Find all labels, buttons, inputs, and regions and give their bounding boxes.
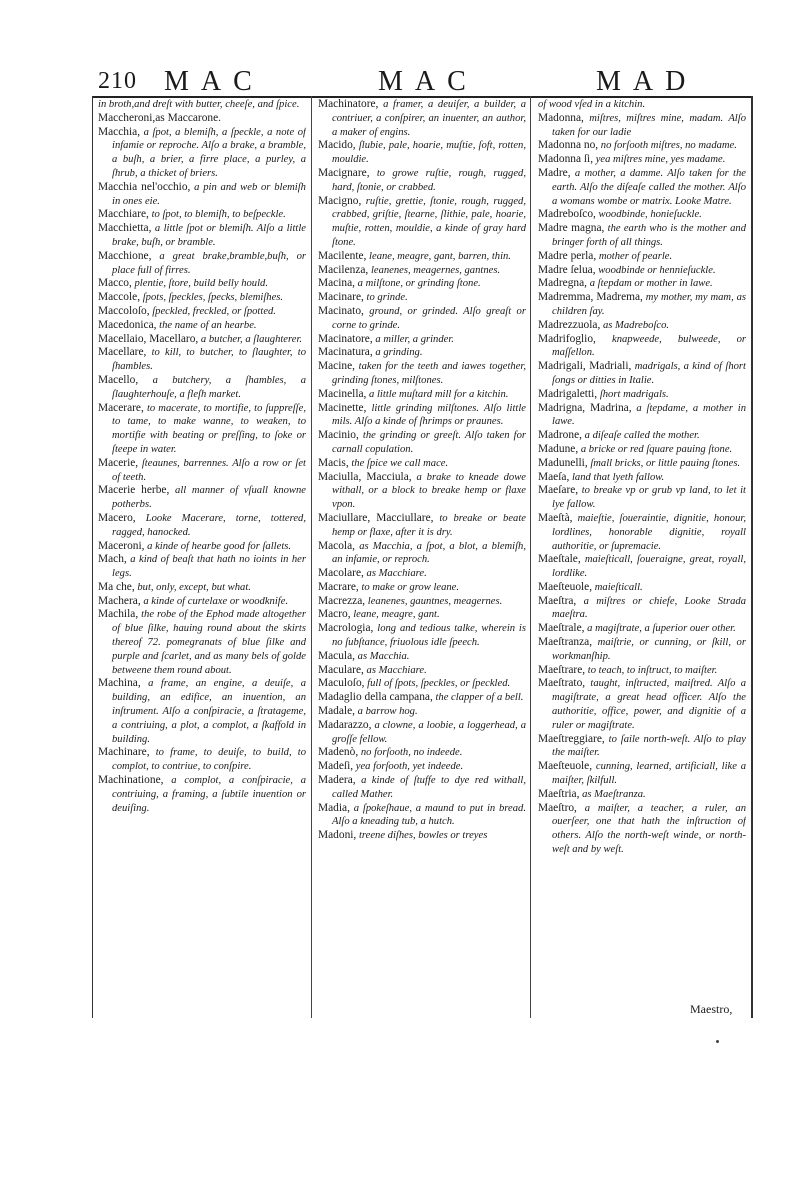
entry-definition: a great brake,bramble,buſh, or place full of firres. [112, 250, 306, 276]
entry-headword: Macedonica, [98, 318, 157, 331]
entry-headword: Machinatore, [318, 98, 379, 110]
dictionary-entry [318, 346, 526, 360]
entry-definition: as Madreboſco. [602, 319, 670, 331]
entry-definition: as Macchia, a ſpot, a blot, a blemiſh, an infamie, or reproch. [332, 540, 526, 566]
dictionary-entry [98, 305, 306, 319]
entry-headword: Madune, [538, 442, 579, 455]
entry-definition: to make or grow leane. [361, 581, 460, 593]
dictionary-entry [318, 388, 526, 402]
entry-headword: Machila, [98, 608, 139, 621]
entry-headword: Madre, [538, 166, 571, 179]
dictionary-entry [538, 250, 746, 264]
dictionary-entry [318, 595, 526, 609]
entry-definition: a butchery, a ſhambles, a ſlaughterhouſe, a fleſh market. [112, 374, 306, 400]
entry-definition: leanenes, gauntnes, meagernes. [367, 595, 503, 607]
entry-headword: Macola, [318, 539, 356, 552]
entry-definition: ground, or grinded. Alſo greaſt or corne to grinde. [332, 305, 526, 331]
entry-headword: Maeſtrale, [538, 622, 585, 635]
entry-headword: Maeſare, [538, 484, 579, 497]
entry-headword: Madarazzo, [318, 718, 372, 731]
entry-headword: Maceroni, [98, 539, 145, 552]
entry-definition: little grinding milſtones. Alſo little mils. Alſo a kinde of ſhrimps or praunes. [332, 402, 526, 428]
dictionary-entry [318, 650, 526, 664]
dictionary-entry [318, 691, 526, 705]
dictionary-entry [318, 677, 526, 691]
entry-headword: Maeſa, [538, 470, 570, 483]
column-1-head: MAC [164, 66, 264, 97]
entry-headword: Macula, [318, 649, 356, 662]
entry-definition: a bricke or red ſquare pauing ſtone. [580, 443, 733, 455]
dictionary-entry [98, 374, 306, 402]
column-3-head: MAD [596, 66, 698, 97]
entry-headword: Macerie, [98, 456, 139, 469]
dictionary-entry [98, 277, 306, 291]
entry-definition: to kill, to butcher, to ſlaughter, to ſhambles. [112, 347, 306, 373]
entry-definition: a kind of beaſt that hath no ioints in her legs. [112, 554, 306, 580]
entry-headword: Macigno, [318, 194, 362, 207]
dictionary-entry [318, 277, 526, 291]
entry-definition: the ſpice we call mace. [351, 457, 449, 469]
dictionary-entry [538, 360, 746, 388]
dictionary-entry [538, 457, 746, 471]
dictionary-entry [98, 457, 306, 485]
entry-headword: Maeſtreggiare, [538, 732, 605, 745]
entry-definition: as Macchiare. [366, 664, 427, 676]
entry-definition: a framer, a deuiſer, a builder, a contriuer, a conſpirer, an inuenter, an author, a maker of engins. [332, 99, 526, 138]
dictionary-entry [318, 264, 526, 278]
dictionary-entry [318, 567, 526, 581]
dictionary-entry [318, 774, 526, 802]
entry-definition: to growe ruſtie, rough, rugged, hard, ſtonie, or crabbed. [332, 167, 526, 193]
entry-definition: as Macchia. [357, 650, 410, 662]
entry-headword: Madreboſco, [538, 208, 596, 221]
entry-headword: Macrologia, [318, 622, 374, 635]
dictionary-entry [538, 112, 746, 140]
entry-headword: Maeſtranza, [538, 636, 593, 649]
dictionary-entry [538, 319, 746, 333]
entry-definition: woodbinde or hennieſuckle. [598, 264, 716, 276]
dictionary-entry [538, 153, 746, 167]
entry-headword: Machina, [98, 677, 141, 690]
entry-headword: Macinatura, [318, 346, 373, 359]
entry-definition: a ſpot, a blemiſh, a ſpeckle, a note of infamie or reproche. Alſo a brake, a bramble, a buſh, a brier, a firre place, a purley, a ſhrub, a thicket of briers. [112, 126, 306, 179]
entry-headword: Maccheroni,as Maccarone. [98, 111, 222, 124]
dictionary-entry [538, 512, 746, 553]
entry-definition: a magiſtrate, a ſuperior ouer other. [587, 623, 736, 635]
entry-headword: Maeſtale, [538, 553, 581, 566]
entry-definition: maieſticall, ſoueraigne, great, royall, lordlike. [552, 554, 746, 580]
entry-definition: a little muſtard mill for a kitchin. [369, 388, 509, 400]
catchword: Maestro, [690, 1002, 733, 1016]
entry-headword: Macello, [98, 373, 139, 386]
entry-definition: ruſtie, grettie, ſtonie, rough, rugged, crabbed, griſtie, ſtearne, ſlithie, pale, hoarie, muſtie, rotten, mouldie, a kinde of gray hard ſtone. [332, 195, 526, 248]
entry-definition: but, only, except, but what. [137, 581, 251, 593]
entry-definition: a pin and web or blemiſh in ones eie. [112, 181, 306, 207]
dictionary-entry [98, 222, 306, 250]
entry-headword: Maculoſo, [318, 677, 365, 690]
dictionary-entry [98, 319, 306, 333]
entry-definition: treene diſhes, bowles or treyes [358, 830, 488, 842]
entry-definition: ſhort madrigals. [599, 388, 669, 400]
dictionary-entry [318, 167, 526, 195]
entry-headword: Madaglio della campana, [318, 691, 433, 704]
dictionary-entry [318, 760, 526, 774]
entry-headword: Madoni, [318, 829, 357, 842]
entry-headword: Maeſtra, [538, 594, 577, 607]
entry-definition: to grinde. [366, 292, 408, 304]
entry-headword: Machinare, [98, 746, 150, 759]
dictionary-entry [318, 305, 526, 333]
entry-definition: mother of pearle. [598, 250, 673, 262]
entry-headword: Macco, [98, 277, 132, 290]
column-divider [530, 96, 531, 1018]
dictionary-entry [98, 402, 306, 457]
dictionary-entry [538, 208, 746, 222]
entry-definition: a frame, an engine, a deuiſe, a building, an edifice, an inuention, an inſtrument. Alſo a conſpiracie, a ſtratageme, a contriuing, a plot, a complot, a ſkaffold in building. [112, 678, 306, 745]
column-3 [538, 98, 746, 1016]
entry-definition: miſtres, miſtres mine, madam. Alſo taken for our ladie [552, 112, 746, 138]
entry-definition: to ſaile north-weſt. Alſo to play the maiſter. [552, 733, 746, 759]
dictionary-entry [538, 802, 746, 857]
dictionary-entry [318, 608, 526, 622]
entry-definition: the clapper of a bell. [435, 692, 524, 704]
dictionary-entry [98, 746, 306, 774]
dictionary-entry [538, 733, 746, 761]
entry-headword: Madrigali, Madriali, [538, 360, 632, 373]
entry-definition: the earth who is the mother and bringer forth of all things. [552, 223, 746, 248]
page-number: 210 [98, 68, 137, 94]
entry-headword: Madrigaletti, [538, 387, 598, 400]
entry-headword: Madre magna, [538, 222, 605, 235]
entry-headword: Machinatione, [98, 774, 164, 787]
dictionary-entry [538, 167, 746, 208]
dictionary-entry [538, 636, 746, 664]
entry-definition: plentie, ſtore, build belly hould. [134, 278, 268, 290]
entry-definition: a butcher, a ſlaughterer. [200, 333, 303, 345]
dictionary-entry [538, 443, 746, 457]
dictionary-entry [318, 719, 526, 747]
dictionary-entry [98, 581, 306, 595]
entry-definition: a miller, a grinder. [375, 333, 454, 345]
entry-definition: a kinde of curtelaxe or woodknife. [143, 595, 289, 607]
column-divider [311, 96, 312, 1018]
entry-definition: a milſtone, or grinding ſtone. [357, 278, 481, 290]
entry-definition: land that lyeth fallow. [571, 471, 665, 483]
entry-definition: a mother, a damme. Alſo taken for the earth. Alſo the diſeaſe called the mother. Alſo a womans wombe or matrix. Looke Matre. [552, 167, 746, 207]
entry-definition: ſmall bricks, or little pauing ſtones. [590, 457, 741, 469]
entry-definition: a diſeaſe called the mother. [584, 430, 700, 442]
entry-definition: a maiſter, a teacher, a ruler, an ouerſeer, one that hath the inſtruction of others. Alſo the north-weſt winde, or north-weſt and by weſt. [552, 802, 746, 856]
entry-headword: Madrifoglio, [538, 332, 596, 345]
dictionary-entry [98, 181, 306, 209]
entry-definition: madrigals, a kind of ſhort ſongs or ditties in Italie. [552, 361, 746, 386]
dictionary-entry [98, 540, 306, 554]
column-1 [98, 98, 306, 1016]
entry-definition: yea forſooth, yet indeede. [355, 761, 464, 773]
entry-headword: Maeſtrato, [538, 677, 586, 690]
ink-speck [716, 1040, 719, 1043]
entry-definition: a little ſpot or blemiſh. Alſo a little brake, buſh, or bramble. [112, 223, 306, 248]
dictionary-entry [538, 677, 746, 732]
dictionary-entry [318, 429, 526, 457]
entry-headword: Macina, [318, 277, 356, 290]
dictionary-entry [98, 126, 306, 181]
entry-headword: Maeſtà, [538, 511, 573, 524]
column-2 [318, 98, 526, 1016]
entry-headword: Madale, [318, 705, 356, 718]
entry-headword: Maeſtro, [538, 801, 577, 814]
entry-headword: Macine, [318, 360, 356, 373]
entry-headword: Macinette, [318, 401, 367, 414]
entry-headword: Machera, [98, 594, 141, 607]
dictionary-entry [318, 705, 526, 719]
entry-definition: ſteaunes, barrennes. Alſo a row or ſet of teeth. [112, 457, 306, 483]
entry-headword: Maculare, [318, 663, 364, 676]
dictionary-entry [318, 512, 526, 540]
dictionary-entry [538, 222, 746, 250]
entry-headword: Madre ſelua, [538, 263, 596, 276]
entry-headword: Madeſi, [318, 760, 354, 773]
dictionary-entry [98, 774, 306, 815]
entry-definition: as Macchiare. [366, 568, 427, 580]
entry-definition: maieſticall. [594, 581, 643, 593]
entry-definition: of wood vſed in a kitchin. [538, 99, 646, 110]
dictionary-entry [318, 540, 526, 568]
entry-headword: Maccoloſo, [98, 304, 150, 317]
entry-definition: a clowne, a loobie, a loggerhead, a groſſe fellow. [332, 719, 526, 745]
entry-definition: taken for the teeth and iawes together, grinding ſtones, milſtones. [332, 361, 526, 386]
dictionary-entry [318, 581, 526, 595]
dictionary-entry [538, 402, 746, 430]
running-head [96, 64, 752, 98]
entry-definition: to frame, to deuiſe, to build, to complot, to contriue, to conſpire. [112, 747, 306, 773]
entry-definition: full of ſpots, ſpeckles, or ſpeckled. [367, 678, 511, 690]
dictionary-entry [98, 595, 306, 609]
dictionary-entry [98, 98, 306, 112]
dictionary-entry [538, 788, 746, 802]
entry-headword: Maeſtrare, [538, 663, 586, 676]
entry-definition: in broth,and dreſt with butter, cheeſe, and ſpice. [98, 99, 300, 110]
entry-headword: Macchia nel'occhio, [98, 180, 191, 193]
entry-headword: Macellaio, Macellaro, [98, 332, 199, 345]
dictionary-entry [538, 471, 746, 485]
entry-definition: ſpots, ſpeckles, ſpecks, blemiſhes. [142, 292, 284, 304]
dictionary-entry [98, 677, 306, 746]
dictionary-entry [98, 512, 306, 540]
entry-headword: Macellare, [98, 346, 147, 359]
entry-definition: ſpeckled, freckled, or ſpotted. [152, 305, 276, 317]
dictionary-entry [318, 333, 526, 347]
entry-headword: Madrone, [538, 429, 582, 442]
entry-headword: Macinare, [318, 291, 364, 304]
entry-headword: Madonna ſi, [538, 153, 594, 166]
dictionary-entry [98, 333, 306, 347]
entry-headword: Macchione, [98, 249, 152, 262]
dictionary-entry [98, 608, 306, 677]
dictionary-entry [538, 264, 746, 278]
entry-headword: Macis, [318, 456, 349, 469]
dictionary-entry [318, 195, 526, 250]
entry-definition: a kinde of ſtuffe to dye red withall, called Mather. [332, 775, 526, 800]
entry-headword: Macilente, [318, 249, 367, 262]
dictionary-entry [98, 250, 306, 278]
entry-definition: a complot, a conſpiracie, a contriuing, a framing, a ſubtile inuention or deuiſing. [112, 775, 306, 814]
entry-headword: Macchia, [98, 125, 141, 138]
entry-definition: a grinding. [375, 347, 423, 359]
entry-definition: the robe of the Ephod made altogether of blue ſilke, hauing round about the skirts thereof 72. pomegranats of blue ſilke and purple and ſcarlet, and as many bels of golde betweene them round about. [112, 609, 306, 676]
entry-headword: Maeſteuole, [538, 760, 593, 773]
entry-definition: yea miſtres mine, yes madame. [595, 154, 726, 166]
entry-headword: Madunelli, [538, 456, 588, 469]
entry-definition: to breake or beate hemp or flaxe, after it is dry. [332, 512, 526, 538]
entry-definition: all manner of vſuall knowne potherbs. [112, 485, 306, 511]
entry-headword: Madia, [318, 801, 350, 814]
entry-definition: cunning, learned, artificiall, like a maiſter, ſkilfull. [552, 761, 746, 787]
dictionary-entry [538, 291, 746, 319]
entry-definition: to teach, to inſtruct, to maiſter. [587, 664, 718, 676]
dictionary-entry [538, 388, 746, 402]
entry-headword: Maciulla, Macciula, [318, 470, 412, 483]
dictionary-entry [318, 622, 526, 650]
entry-definition: to macerate, to mortifie, to ſuppreſſe, to tame, to make wanne, to weaken, to mortifie with beating or preſſing, to ſoke or ſteepe in water. [112, 402, 306, 455]
entry-headword: Madonna, [538, 111, 584, 124]
entry-headword: Madrezzuola, [538, 318, 601, 331]
entry-headword: Mach, [98, 553, 127, 566]
entry-headword: Macido, [318, 139, 356, 152]
entry-definition: a ſtepdame, a mother in lawe. [552, 402, 746, 428]
entry-headword: Macchiare, [98, 208, 149, 221]
dictionary-entry [98, 346, 306, 374]
entry-headword: Macerie herbe, [98, 484, 170, 497]
dictionary-entry [538, 484, 746, 512]
entry-definition: a ſpokeſhaue, a maund to put in bread. Alſo a kneading tub, a hutch. [332, 802, 526, 828]
entry-definition: leane, meagre, gant. [353, 609, 440, 621]
entry-headword: Macinatore, [318, 332, 373, 345]
entry-definition: maieſtie, ſoueraintie, dignitie, honour, lordlines, honorable dignitie, royall authoritie, or ſupremacie. [552, 512, 746, 552]
entry-headword: Madregna, [538, 277, 588, 290]
entry-headword: Macignare, [318, 166, 370, 179]
entry-headword: Macerare, [98, 401, 144, 414]
dictionary-entry [318, 471, 526, 512]
dictionary-entry [318, 139, 526, 167]
dictionary-entry [538, 98, 746, 112]
dictionary-entry [538, 760, 746, 788]
entry-headword: Maeſtria, [538, 787, 580, 800]
entry-definition: a kinde of hearbe good for ſallets. [147, 540, 292, 552]
entry-headword: Macro, [318, 608, 351, 621]
entry-headword: Madre perla, [538, 249, 597, 262]
entry-definition: a miſtres or chiefe, Looke Strada maeſtra. [552, 595, 746, 621]
entry-headword: Madremma, Madrema, [538, 291, 643, 304]
dictionary-entry [318, 802, 526, 830]
entry-headword: Macilenza, [318, 263, 369, 276]
dictionary-entry [318, 402, 526, 430]
entry-headword: Macrare, [318, 580, 359, 593]
entry-headword: Macchietta, [98, 222, 152, 235]
entry-definition: the grinding or greeſt. Alſo taken for carnall copulation. [332, 430, 526, 455]
entry-headword: Maccole, [98, 291, 141, 304]
dictionary-entry [538, 429, 746, 443]
entry-headword: Macinato, [318, 304, 364, 317]
entry-headword: Madrigna, Madrina, [538, 401, 632, 414]
entry-headword: Ma che, [98, 580, 135, 593]
dictionary-entry [98, 484, 306, 512]
dictionary-entry [318, 457, 526, 471]
entry-headword: Macrezza, [318, 594, 366, 607]
entry-definition: maiſtrie, or cunning, or ſkill, or workmanſhip. [552, 637, 746, 662]
entry-definition: a brake to kneade dowe withall, or a block to breake hemp or flaxe vpon. [332, 471, 526, 511]
entry-definition: a ſtepdam or mother in lawe. [589, 278, 713, 290]
entry-definition: long and tedious talke, wherein is no ſubſtance, friuolous idle ſpeech. [332, 623, 526, 649]
entry-definition: my mother, my mam, as children ſay. [552, 292, 746, 317]
entry-headword: Macinio, [318, 429, 359, 442]
dictionary-entry [538, 333, 746, 361]
entry-headword: Madera, [318, 774, 356, 787]
entry-headword: Macero, [98, 511, 136, 524]
entry-definition: taught, inſtructed, maiſtred. Alſo a magiſtrate, a great head officer. Alſo the authoritie, office, power, and dignitie of a ruler or magiſtrate. [552, 678, 746, 731]
entry-definition: a barrow hog. [357, 706, 418, 718]
entry-headword: Macolare, [318, 567, 364, 580]
entry-definition: ſlubie, pale, hoarie, muſtie, ſoft, rotten, mouldie. [332, 140, 526, 166]
dictionary-entry [538, 581, 746, 595]
entry-definition: as Maeſtranza. [582, 788, 646, 800]
entry-definition: no forſooth, no indeede. [360, 747, 463, 759]
dictionary-entry [318, 360, 526, 388]
dictionary-entry [318, 250, 526, 264]
dictionary-entry [538, 139, 746, 153]
dictionary-entry [538, 622, 746, 636]
entry-definition: knapweede, bulweede, or maſſellon. [552, 333, 746, 359]
entry-definition: no forſooth miſtres, no madame. [600, 140, 737, 152]
dictionary-entry [538, 595, 746, 623]
dictionary-entry [318, 291, 526, 305]
entry-headword: Madonna no, [538, 139, 599, 152]
entry-definition: to ſpot, to blemiſh, to beſpeckle. [151, 209, 286, 221]
entry-definition: to breake vp or grub vp land, to let it lye fallow. [552, 485, 746, 511]
entry-definition: leane, meagre, gant, barren, thin. [369, 250, 511, 262]
dictionary-entry [98, 553, 306, 581]
entry-definition: the name of an hearbe. [159, 319, 257, 331]
entry-definition: Looke Macerare, torne, tottered, ragged, hanocked. [112, 512, 306, 538]
entry-headword: Macinella, [318, 387, 367, 400]
dictionary-entry [318, 664, 526, 678]
dictionary-entry [318, 746, 526, 760]
dictionary-entry [98, 112, 306, 126]
dictionary-entry [538, 664, 746, 678]
column-2-head: MAC [378, 66, 478, 97]
entry-definition: woodbinde, honieſuckle. [598, 209, 702, 221]
dictionary-entry [318, 829, 526, 843]
dictionary-entry [98, 208, 306, 222]
dictionary-entry [538, 277, 746, 291]
entry-headword: Maeſteuole, [538, 580, 593, 593]
entry-headword: Madenò, [318, 746, 359, 759]
dictionary-entry [318, 98, 526, 139]
dictionary-entry [538, 553, 746, 581]
dictionary-entry [98, 291, 306, 305]
entry-definition: leanenes, meagernes, gantnes. [370, 264, 501, 276]
entry-headword: Maciullare, Macciullare, [318, 511, 434, 524]
